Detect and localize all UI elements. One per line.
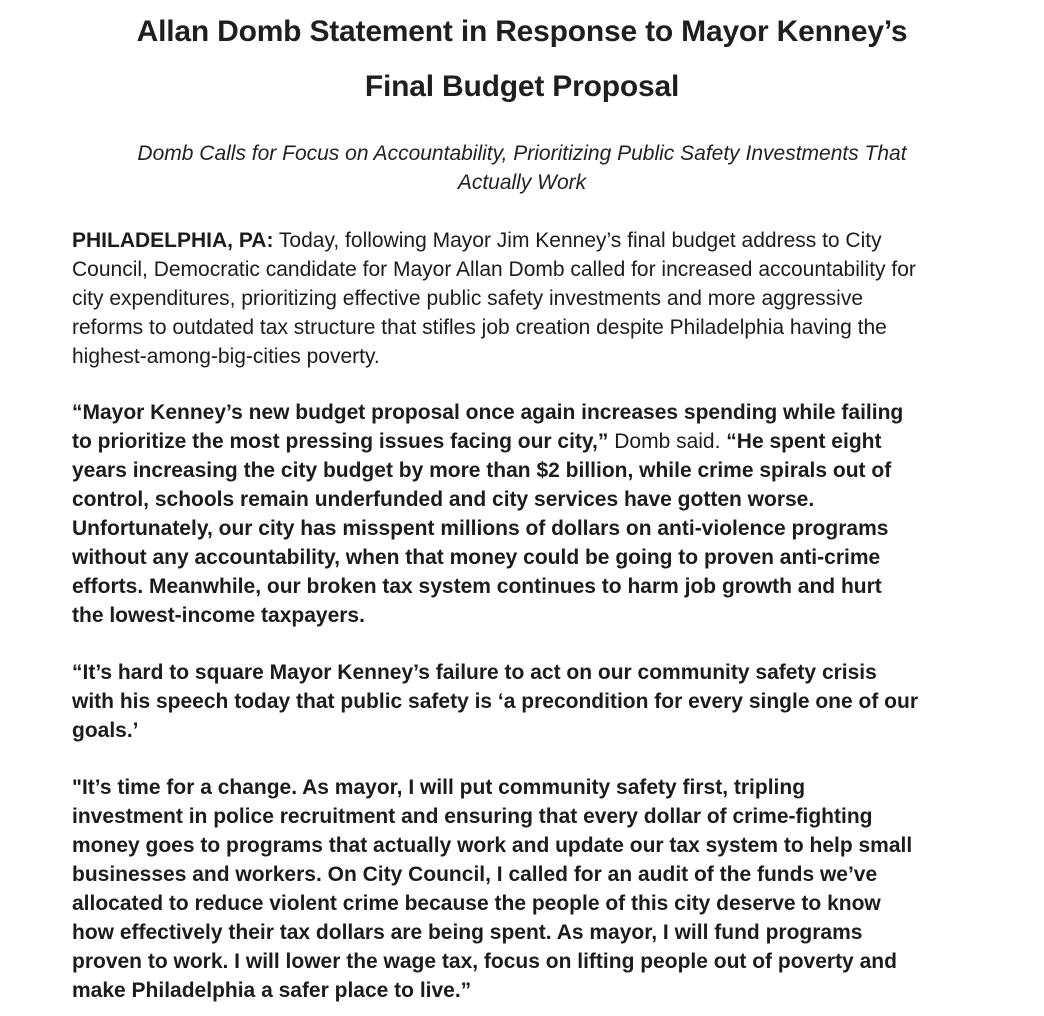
quote1-line-3: years increasing the city budget by more than $2 billion, while crime spirals out of	[72, 459, 892, 482]
quote3-line-7: proven to work. I will lower the wage tax, focus on lifting people out of poverty and	[72, 950, 897, 973]
quote1-line-7: efforts. Meanwhile, our broken tax system continues to harm job growth and hurt	[72, 575, 882, 598]
quote1-line-2-quote: to prioritize the most pressing issues facing our city,”	[72, 430, 609, 453]
quote3-line-2: investment in police recruitment and ensuring that every dollar of crime-fighting	[72, 805, 873, 828]
intro-line-4: reforms to outdated tax structure that stifles job creation despite Philadelphia having the	[72, 316, 887, 339]
subtitle-line-2: Actually Work	[457, 171, 587, 194]
quote-paragraph-1	[72, 398, 1007, 630]
quote3-line-4: businesses and workers. On City Council, I called for an audit of the funds we’ve	[72, 863, 878, 886]
quote3-line-6: how effectively their tax dollars are being spent. As mayor, I will fund programs	[72, 921, 863, 944]
quote1-line-4: control, schools remain underfunded and city services have gotten worse.	[72, 488, 815, 511]
intro-line-3: city expenditures, prioritizing effective public safety investments and more aggressive	[72, 287, 863, 310]
quote-paragraph-3	[72, 773, 1007, 1005]
quote2-line-3: goals.’	[72, 719, 139, 742]
quote1-line-2	[72, 427, 1007, 456]
quote2-line-2: with his speech today that public safety is ‘a precondition for every single one of our	[72, 690, 918, 713]
intro-paragraph	[72, 226, 1007, 371]
quote1-line-1: “Mayor Kenney’s new budget proposal once again increases spending while failing	[72, 401, 904, 424]
title-line-1: Allan Domb Statement in Response to Mayor Kenney’s	[136, 15, 908, 48]
intro-line-5: highest-among-big-cities poverty.	[72, 345, 380, 368]
title-line-2: Final Budget Proposal	[364, 70, 680, 103]
attribution: Domb said.	[608, 430, 727, 453]
page-title	[40, 4, 1004, 114]
quote3-line-3: money goes to programs that actually work and update our tax system to help small	[72, 834, 913, 857]
quote3-line-5: allocated to reduce violent crime because the people of this city deserve to know	[72, 892, 881, 915]
quote1-line-8: the lowest-income taxpayers.	[72, 604, 365, 627]
intro-line-1-text: Today, following Mayor Jim Kenney’s final budget address to City	[273, 229, 882, 252]
intro-line-1	[72, 226, 1007, 255]
subtitle-line-1: Domb Calls for Focus on Accountability, Prioritizing Public Safety Investments That	[137, 142, 907, 165]
quote3-line-8: make Philadelphia a safer place to live.”	[72, 979, 472, 1002]
quote-paragraph-2	[72, 658, 1007, 745]
dateline: PHILADELPHIA, PA:	[72, 229, 274, 252]
quote3-line-1: "It’s time for a change. As mayor, I will put community safety first, tripling	[72, 776, 806, 799]
quote1-line-2-quote-cont: “He spent eight	[726, 430, 882, 453]
quote1-line-5: Unfortunately, our city has misspent millions of dollars on anti-violence programs	[72, 517, 889, 540]
intro-line-2: Council, Democratic candidate for Mayor Allan Domb called for increased accountability for	[72, 258, 916, 281]
quote1-line-6: without any accountability, when that money could be going to proven anti-crime	[72, 546, 881, 569]
page-subtitle	[72, 139, 972, 197]
quote2-line-1: “It’s hard to square Mayor Kenney’s failure to act on our community safety crisis	[72, 661, 877, 684]
